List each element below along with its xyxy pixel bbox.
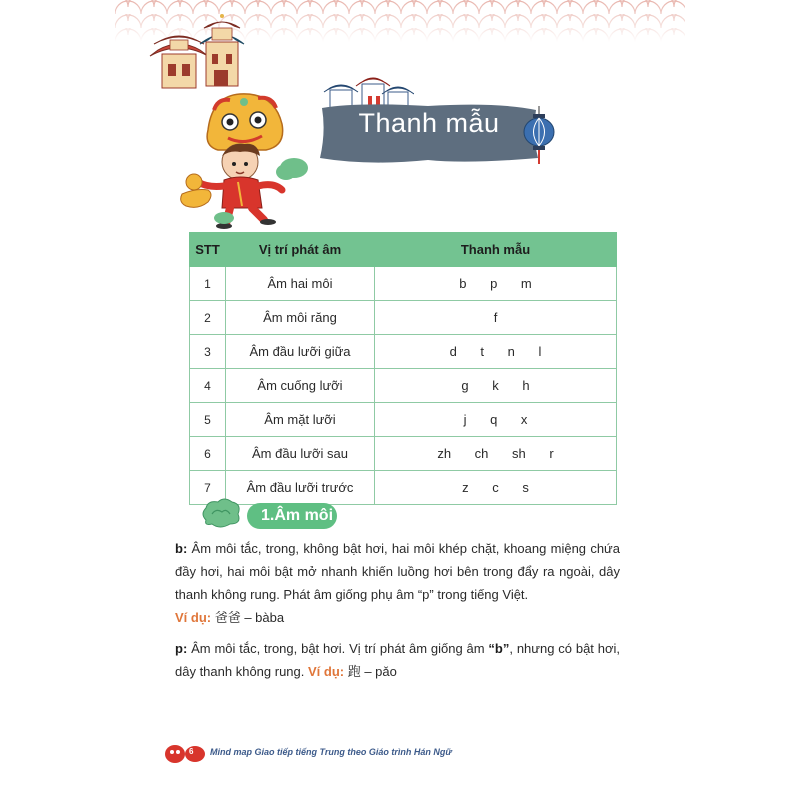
footer-book-title: Mind map Giao tiếp tiếng Trung theo Giáo trình Hán Ngữ [210,747,452,757]
row-stt: 2 [190,301,226,335]
paragraph-p [175,637,620,683]
row-position: Âm cuống lưỡi [226,369,375,403]
row-initials: zh ch sh r [375,437,617,471]
pagoda-illustration [140,14,250,92]
column-header-stt: STT [190,233,226,267]
row-stt: 4 [190,369,226,403]
table-row [190,301,617,335]
example-label: Ví dụ: [308,664,345,679]
table-row [190,471,617,505]
lion-dance-child-illustration [178,90,310,230]
table-row [190,335,617,369]
row-stt: 5 [190,403,226,437]
term-label: b: [175,541,188,556]
row-initials: g k h [375,369,617,403]
term-description: Âm môi tắc, trong, không bật hơi, hai môi khép chặt, khoang miệng chứa đầy hơi, hai môi bật mở nhanh khiến luồng hơi bên trong đẩy ra ngoài, dây thanh không rung. Phát âm giống phụ âm “p” trong tiếng Việt. [175,541,620,602]
table-row [190,403,617,437]
row-position: Âm đầu lưỡi giữa [226,335,375,369]
example-text: 跑 – pǎo [344,664,397,679]
footer-lion-icon [163,742,207,766]
row-initials: f [375,301,617,335]
row-position: Âm môi răng [226,301,375,335]
row-stt: 6 [190,437,226,471]
row-initials: z c s [375,471,617,505]
row-position: Âm mặt lưỡi [226,403,375,437]
lantern-icon [522,106,556,166]
term-description-continued: , nhưng có bật hơi, dây thanh không rung. [175,641,620,679]
table-row [190,267,617,301]
example-label: Ví dụ: [175,610,212,625]
row-initials: j q x [375,403,617,437]
row-initials: b p m [375,267,617,301]
term-reference: “b” [488,641,510,656]
paragraph-b [175,537,620,629]
row-position: Âm hai môi [226,267,375,301]
table-header-row [190,233,617,267]
column-header-position: Vị trí phát âm [226,233,375,267]
column-header-initials: Thanh mẫu [375,233,617,267]
page-title: Thanh mẫu [358,108,500,138]
row-stt: 7 [190,471,226,505]
term-description: Âm môi tắc, trong, bật hơi. Vị trí phát âm giống âm [187,641,489,656]
cloud-icon [200,496,242,530]
row-initials: d t n l [375,335,617,369]
initials-table [189,232,617,505]
section-heading: 1.Âm môi [247,503,337,529]
table-row [190,369,617,403]
term-label: p: [175,641,188,656]
table-row [190,437,617,471]
row-stt: 1 [190,267,226,301]
row-position: Âm đầu lưỡi trước [226,471,375,505]
row-stt: 3 [190,335,226,369]
row-position: Âm đầu lưỡi sau [226,437,375,471]
page-number: 6 [189,747,194,756]
example-text: 爸爸 – bàba [211,610,285,625]
